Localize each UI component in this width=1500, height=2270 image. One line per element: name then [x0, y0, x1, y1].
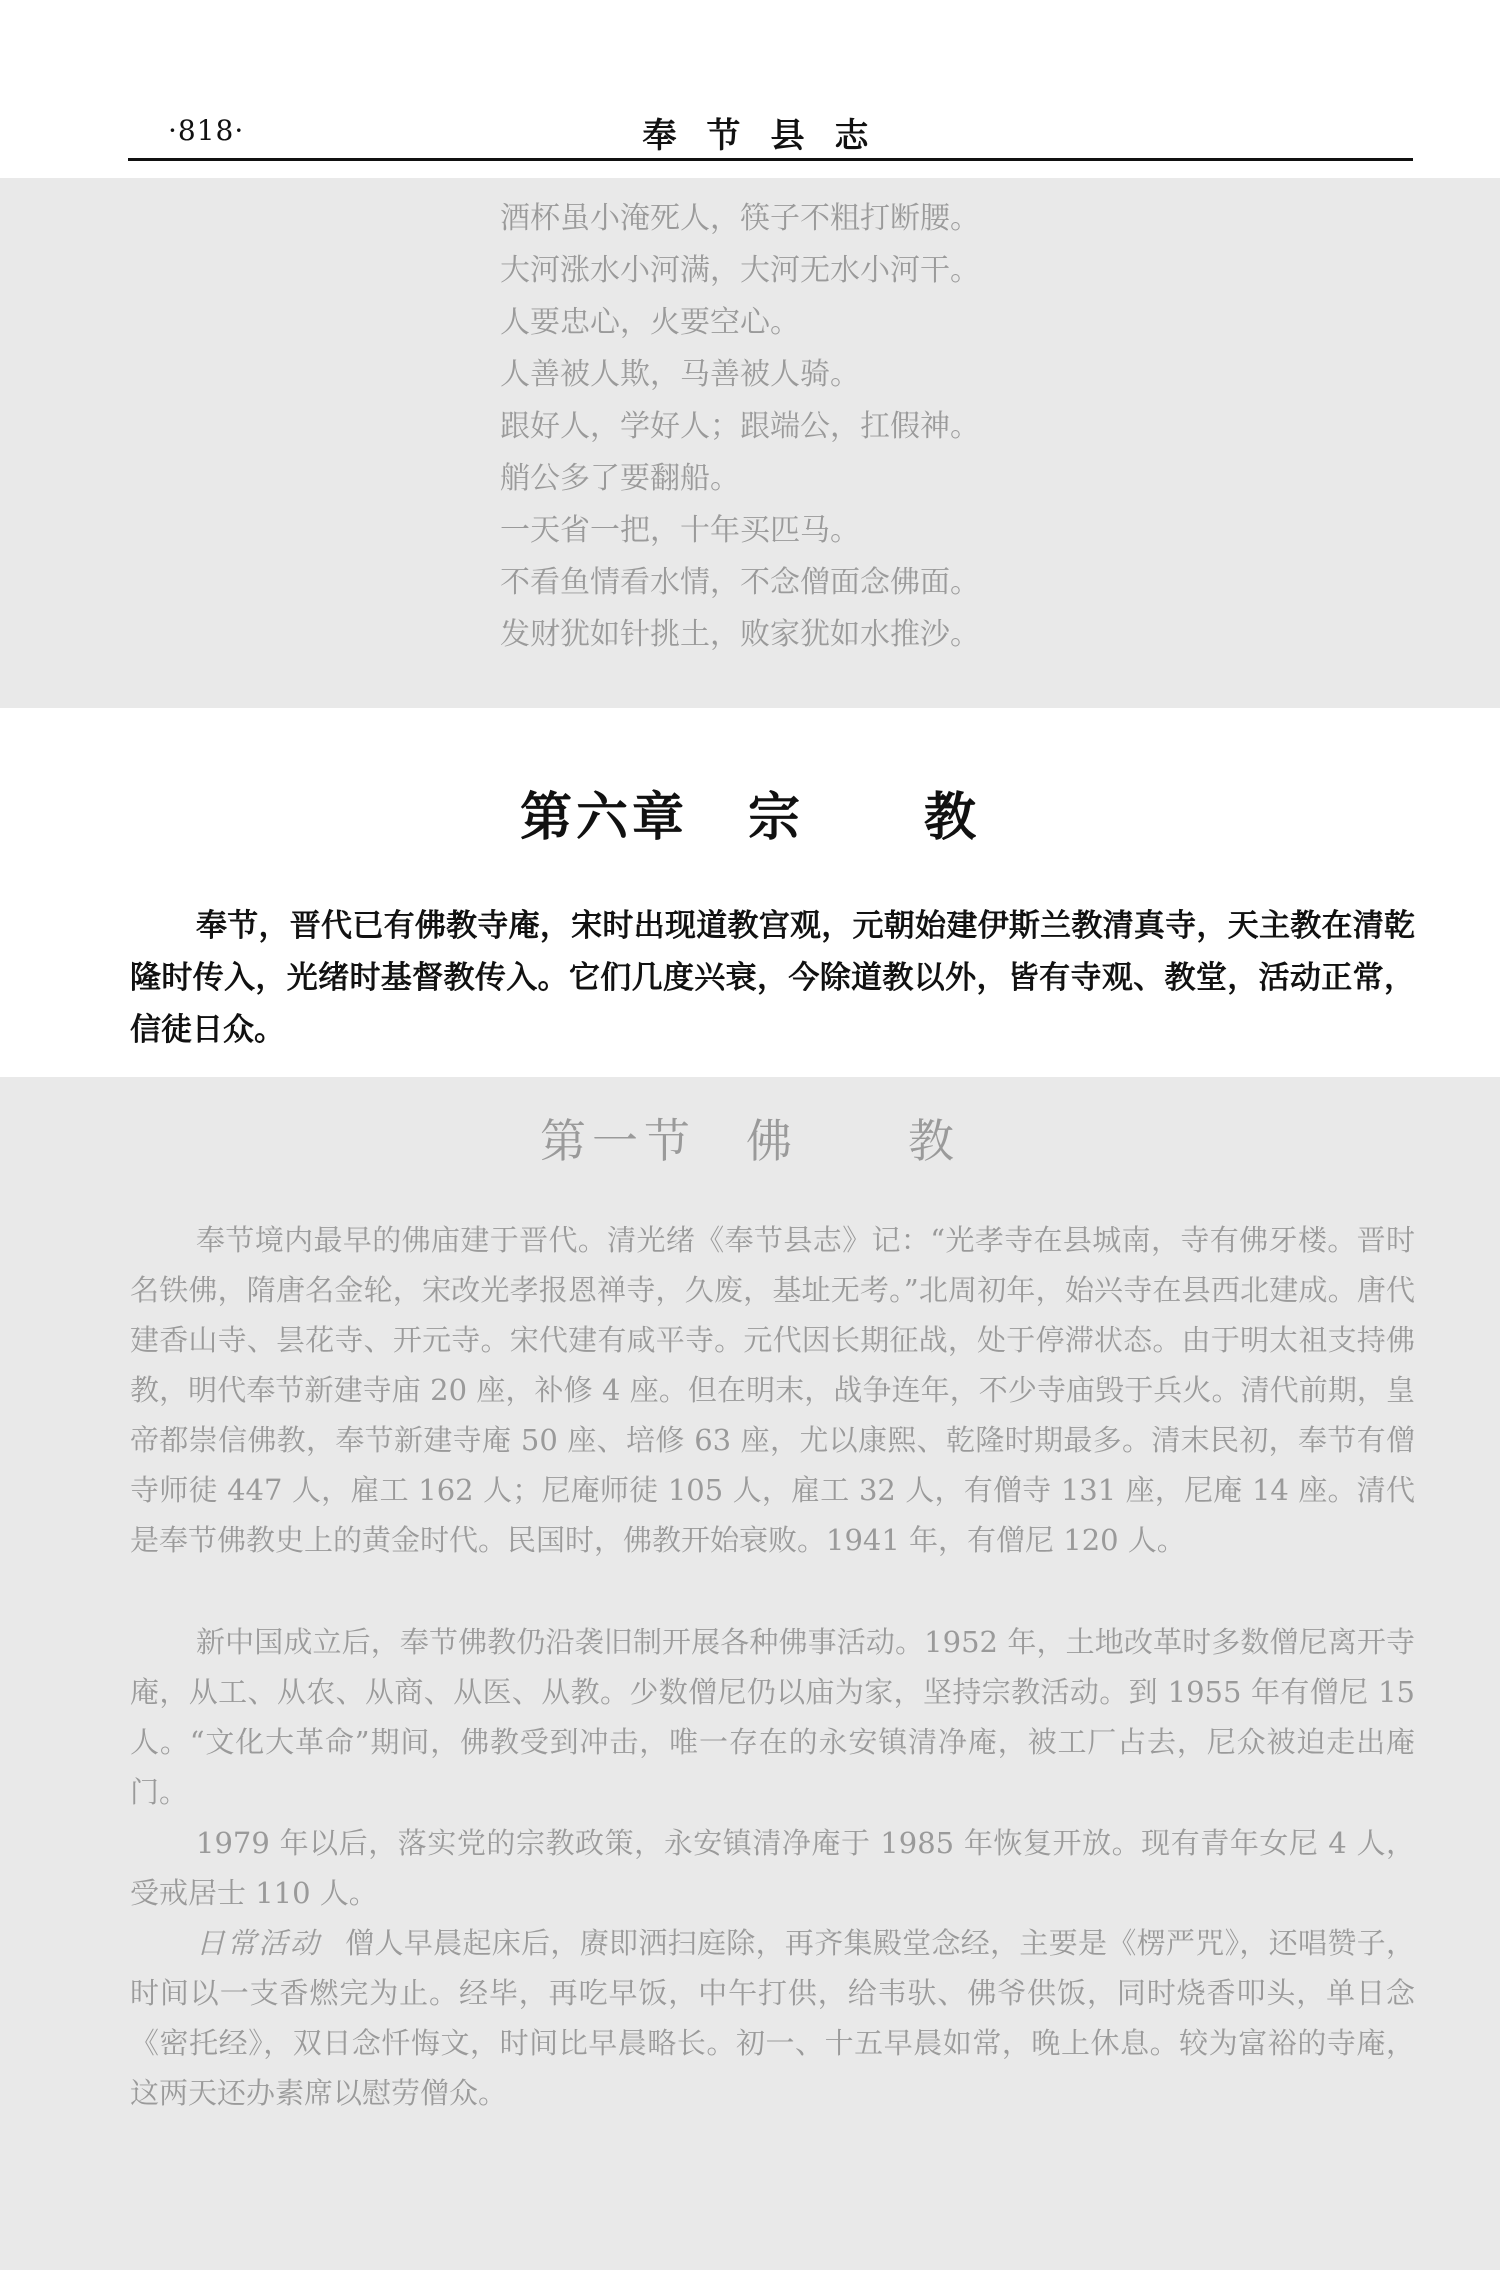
- daily-activities-paragraph: [130, 1918, 1415, 2118]
- proverb-line: 不看鱼情看水情，不念僧面念佛面。: [500, 565, 980, 600]
- proverb-line: 发财犹如针挑土，败家犹如水推沙。: [500, 617, 980, 652]
- proverb-line: 艄公多了要翻船。: [500, 461, 740, 496]
- proverb-line: 人要忠心，火要空心。: [500, 305, 800, 340]
- section-paragraph: 新中国成立后，奉节佛教仍沿袭旧制开展各种佛事活动。1952 年，土地改革时多数僧尼离开寺庵，从工、从农、从商、从医、从教。少数僧尼仍以庙为家，坚持宗教活动。到 1955 年有僧尼 15 人。“文化大革命”期间，佛教受到冲击，唯一存在的永安镇清净庵，被工厂占去，尼众被迫走出庵门。: [130, 1625, 1415, 1809]
- running-header: [128, 108, 1413, 158]
- chapter-number: 第六章: [519, 787, 688, 848]
- section-paragraph: 1979 年以后，落实党的宗教政策，永安镇清净庵于 1985 年恢复开放。现有青年女尼 4 人，受戒居士 110 人。: [130, 1826, 1415, 1910]
- proverb-list: [500, 193, 1200, 661]
- section-paragraph: 奉节境内最早的佛庙建于晋代。清光绪《奉节县志》记：“光孝寺在县城南，寺有佛牙楼。晋时名铁佛，隋唐名金轮，宋改光孝报恩禅寺，久废，基址无考。”北周初年，始兴寺在县西北建成。唐代建香山寺、昙花寺、开元寺。宋代建有咸平寺。元代因长期征战，处于停滞状态。由于明太祖支持佛教，明代奉节新建寺庙 20 座，补修 4 座。但在明末，战争连年，不少寺庙毁于兵火。清代前期，皇帝都崇信佛教，奉节新建寺庵 50 座、培修 63 座，尤以康熙、乾隆时期最多。清末民初，奉节有僧寺师徒 447 人，雇工 162 人；尼庵师徒 105 人，雇工 32 人，有僧寺 131 座，尼庵 14 座。清代是奉节佛教史上的黄金时代。民国时，佛教开始衰败。1941 年，有僧尼 120 人。: [130, 1223, 1415, 1557]
- proverb-line: 大河涨水小河满，大河无水小河干。: [500, 253, 980, 288]
- proverb-line: 一天省一把，十年买匹马。: [500, 513, 860, 548]
- section-number: 第一节: [540, 1114, 696, 1168]
- section-title-part: 教: [908, 1114, 960, 1168]
- daily-activities-label: 日常活动: [196, 1926, 322, 1960]
- section-title-part: 佛: [746, 1114, 798, 1168]
- chapter-title: [0, 775, 1500, 850]
- daily-activities-text: 僧人早晨起床后，赓即洒扫庭除，再齐集殿堂念经，主要是《楞严咒》，还唱赞子，时间以一支香燃完为止。经毕，再吃早饭，中午打供，给韦驮、佛爷供饭，同时烧香叩头，单日念《密托经》，双日念忏悔文，时间比早晨略长。初一、十五早晨如常，晚上休息。较为富裕的寺庵，这两天还办素席以慰劳僧众。: [130, 1926, 1415, 2110]
- proverb-line: 酒杯虽小淹死人，筷子不粗打断腰。: [500, 201, 980, 236]
- page-number: ·818·: [168, 114, 245, 147]
- proverb-line: 跟好人，学好人；跟端公，扛假神。: [500, 409, 980, 444]
- proverb-line: 人善被人欺，马善被人骑。: [500, 357, 860, 392]
- chapter-title-part: 教: [924, 787, 981, 848]
- chapter-title-part: 宗: [747, 787, 804, 848]
- section-title: [0, 1105, 1500, 1171]
- header-rule: [128, 158, 1413, 161]
- book-title: 奉节县志: [642, 116, 899, 156]
- chapter-intro: 奉节，晋代已有佛教寺庵，宋时出现道教宫观，元朝始建伊斯兰教清真寺，天主教在清乾隆时传入，光绪时基督教传入。它们几度兴衰，今除道教以外，皆有寺观、教堂，活动正常，信徒日众。: [130, 908, 1415, 1048]
